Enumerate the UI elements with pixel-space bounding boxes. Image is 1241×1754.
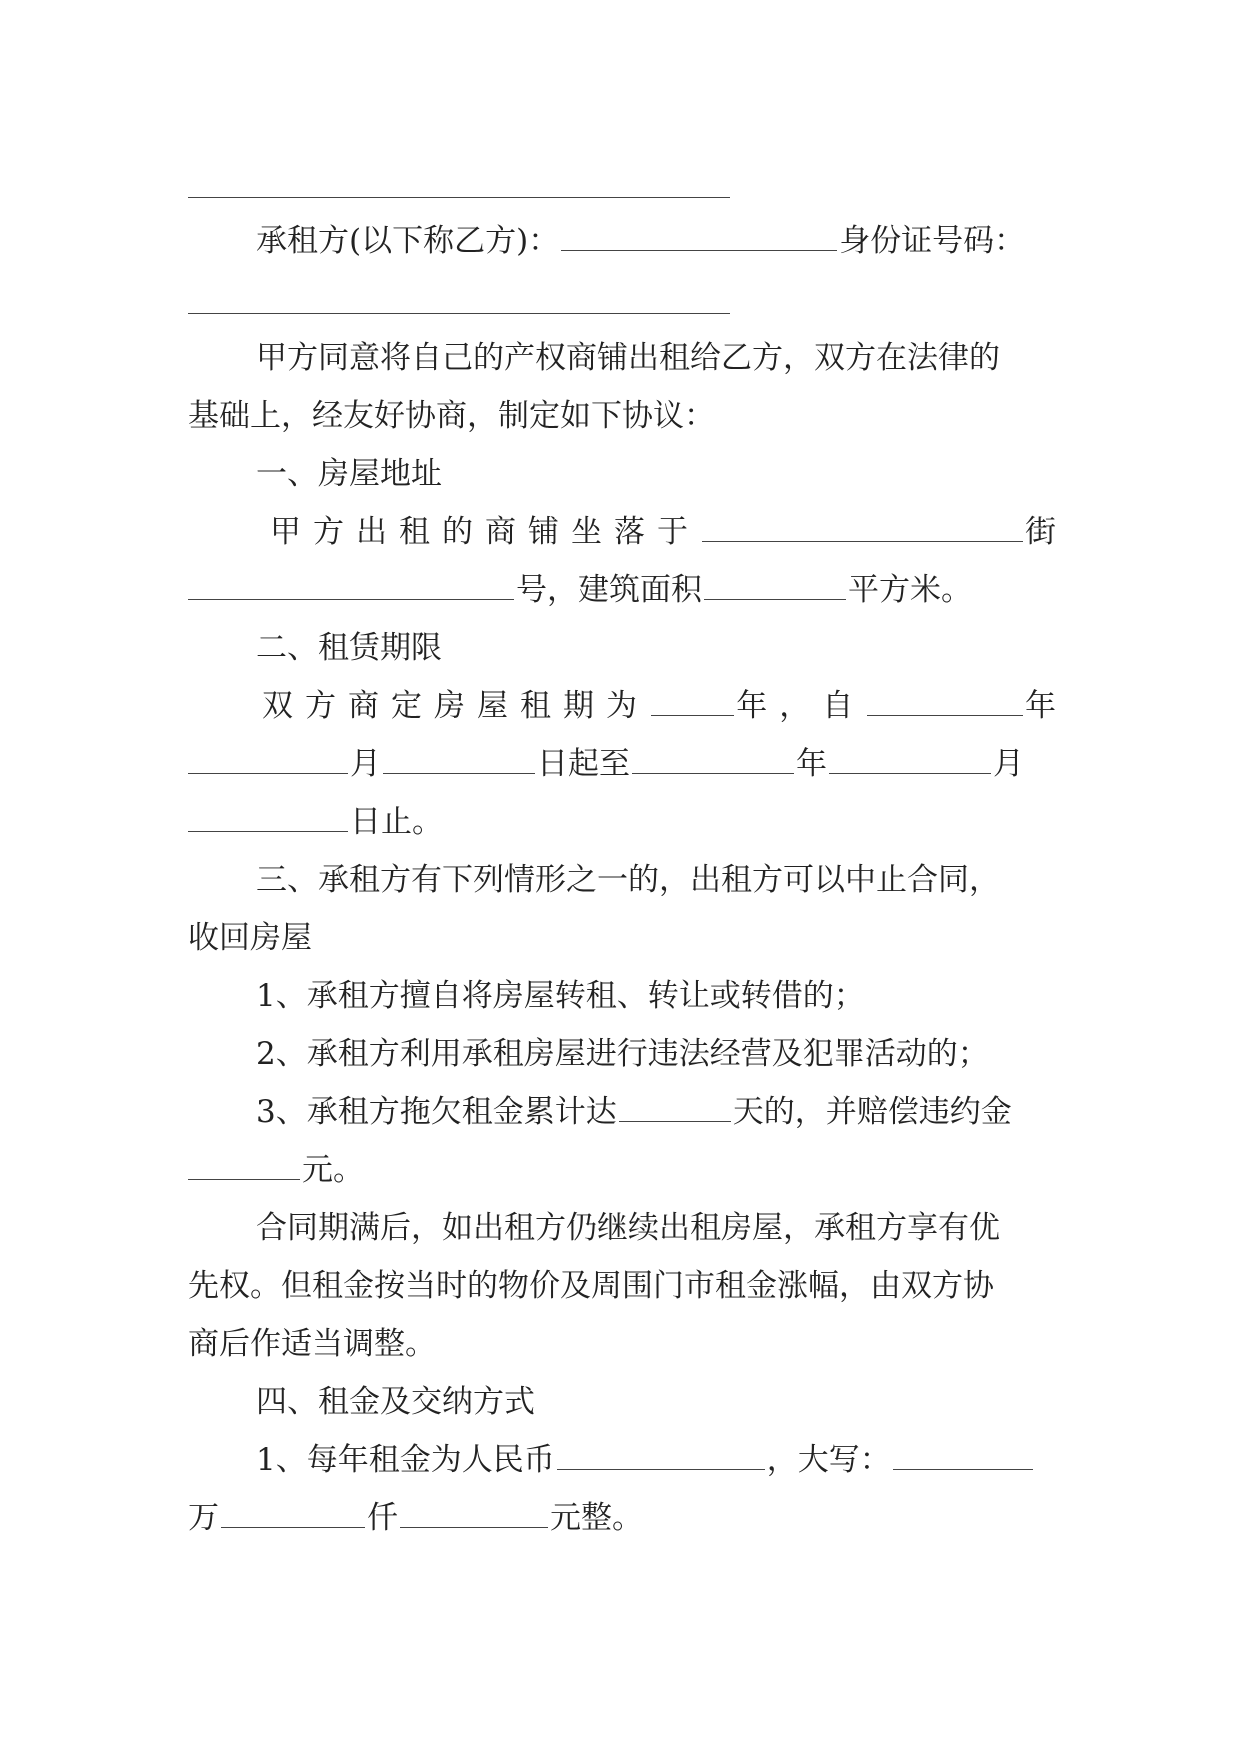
section-1-title: 一、房屋地址: [256, 456, 442, 492]
term-label: 双方商定房屋租期为: [262, 688, 649, 724]
lessee-label: 承租方(以下称乙方)：: [256, 223, 560, 259]
year-suffix: 年: [1025, 688, 1056, 724]
penalty-amount-blank[interactable]: [188, 1159, 300, 1180]
end-day-blank[interactable]: [188, 811, 348, 832]
lessee-line: [256, 212, 1056, 270]
rent-line-2: [188, 1489, 1056, 1547]
street-suffix: 街: [1025, 514, 1056, 550]
section-4-title: 四、租金及交纳方式: [256, 1384, 535, 1420]
area-label: 号，建筑面积: [516, 572, 702, 608]
section-3-title-line-1: 三、承租方有下列情形之一的，出租方可以中止合同，: [256, 862, 1000, 898]
address-label: 甲方出租的商铺坐落于: [270, 514, 700, 550]
blank-line[interactable]: [188, 197, 730, 198]
term-line-2: [188, 735, 1056, 793]
rent-amount-blank[interactable]: [557, 1449, 765, 1470]
term-from-label: 年，自: [736, 688, 866, 724]
renewal-line-2: 先权。但租金按当时的物价及周围门市租金涨幅，由双方协: [188, 1268, 994, 1304]
term-years-blank[interactable]: [651, 695, 734, 716]
wan-label: 万: [188, 1500, 219, 1536]
term-line-1: [262, 677, 1056, 735]
clause-3-item-2: 2、承租方利用承租房屋进行违法经营及犯罪活动的；: [256, 1036, 989, 1072]
end-year-blank[interactable]: [632, 753, 794, 774]
qian-label: 仟: [367, 1500, 398, 1536]
house-number-blank[interactable]: [188, 579, 514, 600]
area-unit: 平方米。: [848, 572, 972, 608]
start-month-blank[interactable]: [188, 753, 348, 774]
section-2-title: 二、租赁期限: [256, 630, 442, 666]
arrears-label: 3、承租方拖欠租金累计达: [256, 1094, 617, 1130]
intro-line-1: 甲方同意将自己的产权商铺出租给乙方，双方在法律的: [256, 340, 1000, 376]
rent-capital-blank[interactable]: [893, 1449, 1033, 1470]
renewal-line-1: 合同期满后，如出租方仍继续出租房屋，承租方享有优: [256, 1210, 1000, 1246]
end-month-blank[interactable]: [829, 753, 991, 774]
month-label-2: 月: [993, 746, 1024, 782]
clause-3-item-1: 1、承租方擅自将房屋转租、转让或转借的；: [256, 978, 865, 1014]
penalty-label: 天的，并赔偿违约金: [732, 1094, 1012, 1130]
address-line-2: [188, 561, 1056, 619]
arrears-days-blank[interactable]: [619, 1101, 731, 1122]
day-end-label: 日止。: [350, 804, 443, 840]
start-year-blank[interactable]: [867, 695, 1023, 716]
area-blank[interactable]: [704, 579, 846, 600]
intro-line-2: 基础上，经友好协商，制定如下协议：: [188, 398, 715, 434]
qian-blank[interactable]: [400, 1507, 548, 1528]
year-label: 年: [796, 746, 827, 782]
lessee-name-blank[interactable]: [561, 230, 837, 251]
capital-label: ，大写：: [766, 1442, 891, 1478]
month-label: 月: [350, 746, 381, 782]
street-blank[interactable]: [702, 521, 1023, 542]
section-3-title-line-2: 收回房屋: [188, 920, 312, 956]
day-from-to-label: 日起至: [537, 746, 630, 782]
renewal-line-3: 商后作适当调整。: [188, 1326, 436, 1362]
address-line-1: [270, 503, 1056, 561]
start-day-blank[interactable]: [383, 753, 535, 774]
clause-3-item-3: [256, 1083, 1056, 1141]
clause-3-item-3-cont: [188, 1141, 1056, 1199]
rent-line-1: [256, 1431, 1056, 1489]
term-line-3: [188, 793, 1056, 851]
id-number-blank[interactable]: [188, 313, 730, 314]
annual-rent-label: 1、每年租金为人民币: [256, 1442, 555, 1478]
id-label: 身份证号码：: [839, 223, 1026, 259]
yuan-label: 元。: [302, 1152, 364, 1188]
yuan-whole-label: 元整。: [550, 1500, 643, 1536]
wan-blank[interactable]: [221, 1507, 365, 1528]
